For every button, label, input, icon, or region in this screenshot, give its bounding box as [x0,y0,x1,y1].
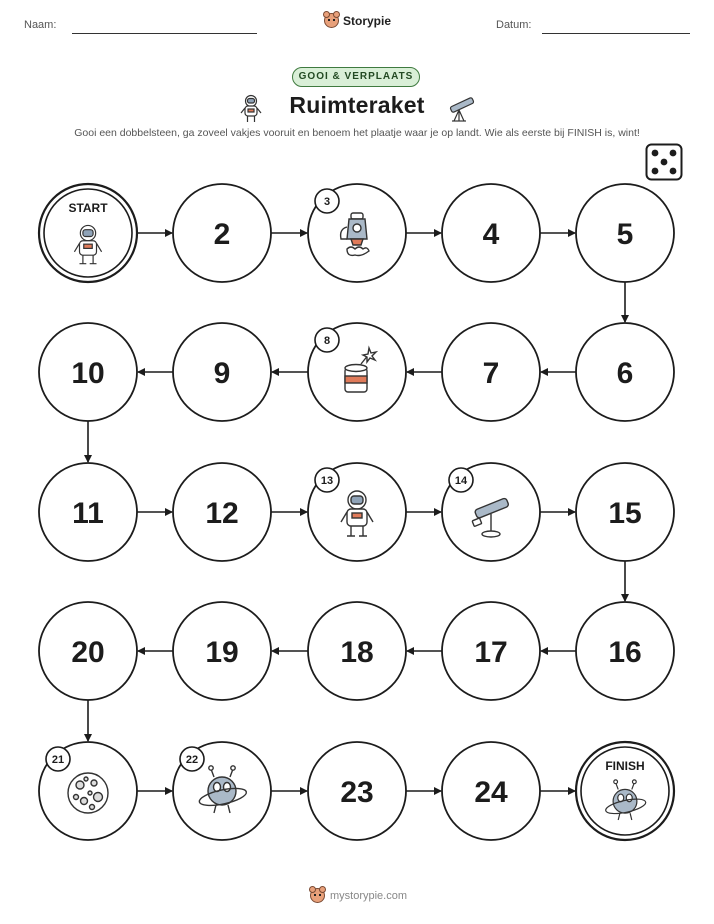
instructions: Gooi een dobbelsteen, ga zoveel vakjes vooruit en benoem het plaatje waar je op landt. Wie als eerste bij FINISH is, wint! [74,127,640,139]
board-cell-18[interactable] [308,602,406,700]
cell-number: 24 [474,776,508,809]
cell-number: 2 [213,218,231,251]
cell-number-badge: 3 [323,196,331,208]
board-cell-17[interactable] [442,602,540,700]
cell-number-badge: 21 [51,754,65,766]
board-cell-6[interactable] [576,323,674,421]
category-badge: GOOI & VERPLAATS [292,67,420,87]
board-cell-11[interactable] [39,463,137,561]
board-cell-10[interactable] [39,323,137,421]
cell-number: 18 [340,636,374,669]
board-cell-15[interactable] [576,463,674,561]
start-label: START [68,201,108,215]
board-cell-1[interactable] [39,184,137,282]
brand-name: Storypie [343,13,392,28]
board-cell-7[interactable] [442,323,540,421]
cell-number-badge: 14 [454,475,468,487]
board-cell-13[interactable] [308,463,406,561]
cell-number: 23 [340,776,374,809]
cell-number: 19 [205,636,239,669]
bear-logo-icon [310,888,325,903]
footer-url[interactable]: mystorypie.com [330,889,408,902]
cell-number: 7 [482,357,500,390]
cell-number: 5 [616,218,634,251]
cell-number-badge: 13 [320,475,334,487]
board-cell-8[interactable] [308,323,406,421]
cell-number: 6 [616,357,634,390]
cell-number-badge: 8 [323,335,331,347]
cell-number: 15 [608,497,642,530]
board-cell-24[interactable] [442,742,540,840]
finish-label: FINISH [605,759,645,773]
cell-number: 20 [71,636,105,669]
board-cell-9[interactable] [173,323,271,421]
page-title: Ruimteraket [289,92,425,118]
board-cell-22[interactable] [173,742,271,840]
board-cell-16[interactable] [576,602,674,700]
cell-number: 4 [482,218,500,251]
cell-number: 9 [213,357,231,390]
board-cell-3[interactable] [308,184,406,282]
cell-number: 12 [205,497,239,530]
cell-number: 10 [71,357,105,390]
date-label: Datum: [496,19,532,31]
cell-number: 11 [72,497,104,530]
board-cell-19[interactable] [173,602,271,700]
board-cell-5[interactable] [576,184,674,282]
board-cell-2[interactable] [173,184,271,282]
cell-number-badge: 22 [185,754,199,766]
board-cell-14[interactable] [442,463,540,561]
cell-number: 17 [474,636,508,669]
board-cell-21[interactable] [39,742,137,840]
moon-icon [68,773,108,813]
board-cell-12[interactable] [173,463,271,561]
cell-number: 16 [608,636,642,669]
board-cell-23[interactable] [308,742,406,840]
name-label: Naam: [24,19,57,31]
board-cell-4[interactable] [442,184,540,282]
board-cell-20[interactable] [39,602,137,700]
footer [310,888,407,903]
board-cell-25[interactable] [576,742,674,840]
